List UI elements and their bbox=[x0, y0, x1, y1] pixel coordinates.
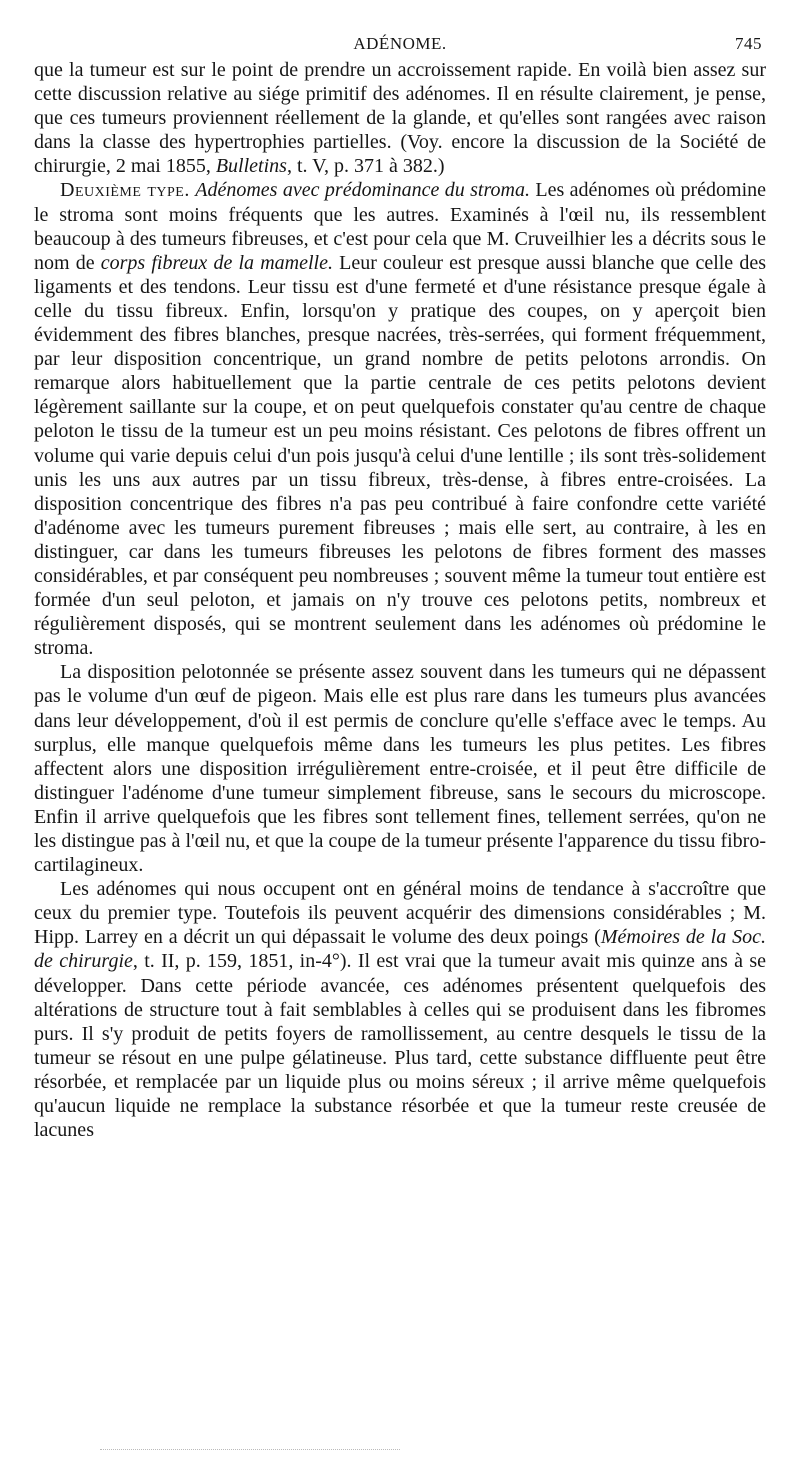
header-title: ADÉNOME. bbox=[353, 34, 447, 53]
paragraph-1 bbox=[34, 58, 766, 178]
paragraph-4-text-b: , t. II, p. 159, 1851, in-4°). Il est vrai que la tumeur avait mis quinze ans à se développer. Dans cette période avancée, ces adénomes présentent quelquefois des altérations de structure tout à fait semblables à celles qui se produisent dans les fibromes purs. Il s'y produit de petits foyers de ramollissement, au centre desquels le tissu de la tumeur se résout en une pulpe gélatineuse. Plus tard, cette substance diffluente peut être résorbée, et remplacée par un liquide plus ou moins séreux ; il arrive même quelquefois qu'aucun liquide ne remplace la substance résorbée et que la tumeur reste creusée de lacunes bbox=[34, 950, 766, 1142]
paragraph-1-italic: Bulletins bbox=[215, 155, 287, 178]
page-number: 745 bbox=[735, 34, 762, 53]
body-text bbox=[34, 58, 766, 1142]
paragraph-3 bbox=[34, 660, 766, 877]
paragraph-3-text: La disposition pelotonnée se présente assez souvent dans les tumeurs qui ne dépassent pas le volume d'un œuf de pigeon. Mais elle est plus rare dans les tumeurs plus avancées dans leur développement, d'où il est permis de conclure qu'elle s'efface avec le temps. Au surplus, elle manque quelquefois même dans les tumeurs les plus petites. Les fibres affectent alors une disposition irrégulièrement entre-croisée, et il peut être difficile de distinguer l'adénome d'une tumeur simplement fibreuse, sans le secours du microscope. Enfin il arrive quelquefois que les fibres sont tellement fines, tellement serrées, qu'on ne les distingue pas à l'œil nu, et que la coupe de la tumeur présente l'apparence du tissu fibro-cartilagineux. bbox=[34, 661, 766, 877]
paragraph-1-text: que la tumeur est sur le point de prendre un accroissement rapide. En voilà bien assez sur cette discussion relative au siége primitif des adénomes. Il en résulte clairement, je pense, que ces tumeurs proviennent réellement de la glande, et qu'elles sont rangées avec raison dans la classe des hypertrophies partielles. (Voy. encore la discussion de la Société de chirurgie, 2 mai 1855, bbox=[34, 59, 766, 178]
paragraph-4 bbox=[34, 877, 766, 1142]
running-header bbox=[34, 30, 766, 58]
paragraph-4-italic: Mémoires de la Soc. de chirurgie bbox=[34, 926, 766, 973]
paragraph-2-text-a: Les adénomes où prédomine le stroma sont moins fréquents que les autres. Examinés à l'œil nu, ils ressemblent beaucoup à des tumeurs fibreuses, et c'est pour cela que M. Cruveilhier les a décrits sous le nom de bbox=[34, 179, 767, 274]
section-lead: Deuxième type. bbox=[60, 179, 190, 202]
paragraph-4-text-a: Les adénomes qui nous occupent ont en général moins de tendance à s'accroître que ceux du premier type. Toutefois ils peuvent acquérir des dimensions considérables ; M. Hipp. Larrey en a décrit un qui dépassait le volume des deux poings ( bbox=[34, 878, 766, 949]
section-lead-italic: Adénomes avec prédominance du stroma. bbox=[195, 179, 530, 202]
paragraph-2-text-b: Leur couleur est presque aussi blanche que celle des ligaments et des tendons. Leur tissu est d'une fermeté et d'une résistance presque égale à celle du tissu fibreux. Enfin, lorsqu'on y pratique des coupes, on y aperçoit bien évidemment des fibres blanches, presque nacrées, très-serrées, qui forment fréquemment, par leur disposition concentrique, un grand nombre de petits pelotons arrondis. On remarque alors habituellement que la partie centrale de ces petits pelotons devient légèrement saillante sur la coupe, et on peut quelquefois constater qu'au centre de chaque peloton le tissu de la tumeur est un peu moins résistant. Ces pelotons de fibres offrent un volume qui varie depuis celui d'un pois jusqu'à celui d'une lentille ; ils sont très-solidement unis les uns aux autres par un tissu fibreux, très-dense, à fibres entre-croisées. La disposition concentrique des fibres n'a pas peu contribué à faire confondre cette variété d'adénome avec les tumeurs purement fibreuses ; mais elle sert, au contraire, à les en distinguer, car dans les tumeurs fibreuses les pelotons de fibres forment des masses considérables, et par conséquent peu nombreuses ; souvent même la tumeur tout entière est formée d'un seul peloton, et jamais on n'y trouve ces pelotons petits, nombreux et régulièrement disposés, qui se montrent seulement dans les adénomes où prédomine le stroma. bbox=[34, 251, 767, 660]
paragraph-2-italic: corps fibreux de la mamelle. bbox=[100, 251, 333, 274]
paragraph-2 bbox=[34, 178, 766, 660]
paragraph-1-tail: , t. V, p. 371 à 382.) bbox=[286, 155, 445, 178]
bottom-dotted-mark bbox=[100, 1449, 400, 1452]
